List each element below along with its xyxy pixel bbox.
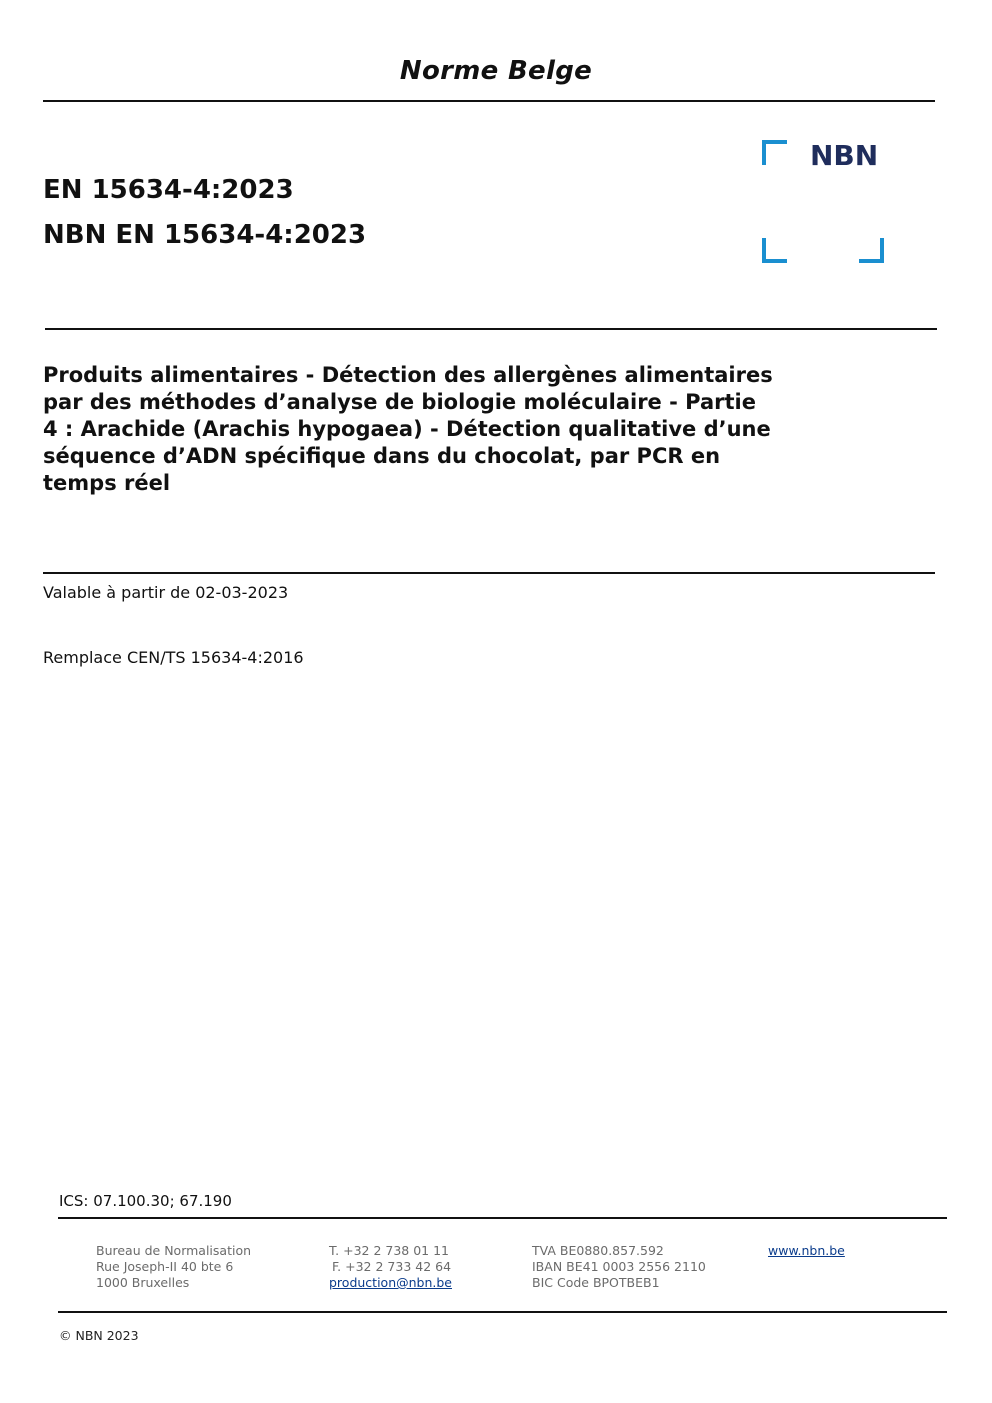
document-header-title: Norme Belge [399,56,593,86]
en-standard-number: EN 15634-4:2023 [43,175,294,205]
iban-number: IBAN BE41 0003 2556 2110 [532,1259,706,1274]
footer-bottom-divider [58,1311,947,1313]
email-link[interactable]: production@nbn.be [329,1275,452,1290]
logo-corner-bottom-left [764,238,787,261]
footer-contact [329,1243,452,1291]
footer-address [96,1243,251,1291]
ics-codes: ICS: 07.100.30; 67.190 [59,1192,232,1210]
footer-bank [532,1243,706,1291]
document-title [43,362,873,497]
footer-top-divider [58,1217,947,1219]
title-top-divider [45,328,937,330]
copyright-notice: © NBN 2023 [59,1328,139,1343]
validity-date: Valable à partir de 02-03-2023 [43,583,289,602]
title-bottom-divider [43,572,935,574]
replaces-standard: Remplace CEN/TS 15634-4:2016 [43,648,304,667]
title-line: séquence d’ADN spécifique dans du chocolat, par PCR en [43,444,721,468]
bic-code: BIC Code BPOTBEB1 [532,1275,660,1290]
address-line: Bureau de Normalisation [96,1243,252,1258]
website-link[interactable]: www.nbn.be [768,1243,845,1258]
title-line: temps réel [43,471,171,495]
header-divider [43,100,935,102]
vat-number: TVA BE0880.857.592 [532,1243,664,1258]
title-line: par des méthodes d’analyse de biologie moléculaire - Partie [43,390,756,414]
footer-web [768,1243,845,1259]
nbn-logo [762,140,886,264]
fax-number: F. +32 2 733 42 64 [332,1259,452,1274]
title-line: 4 : Arachide (Arachis hypogaea) - Détection qualitative d’une [43,417,771,441]
phone-number: T. +32 2 738 01 11 [329,1243,449,1258]
logo-corner-top-left [764,142,787,165]
address-line: Rue Joseph-II 40 bte 6 [96,1259,234,1274]
logo-text: NBN [810,140,879,172]
logo-corner-bottom-right [859,238,882,261]
title-line: Produits alimentaires - Détection des allergènes alimentaires [43,363,773,387]
nbn-standard-number: NBN EN 15634-4:2023 [43,220,367,250]
address-line: 1000 Bruxelles [96,1275,190,1290]
